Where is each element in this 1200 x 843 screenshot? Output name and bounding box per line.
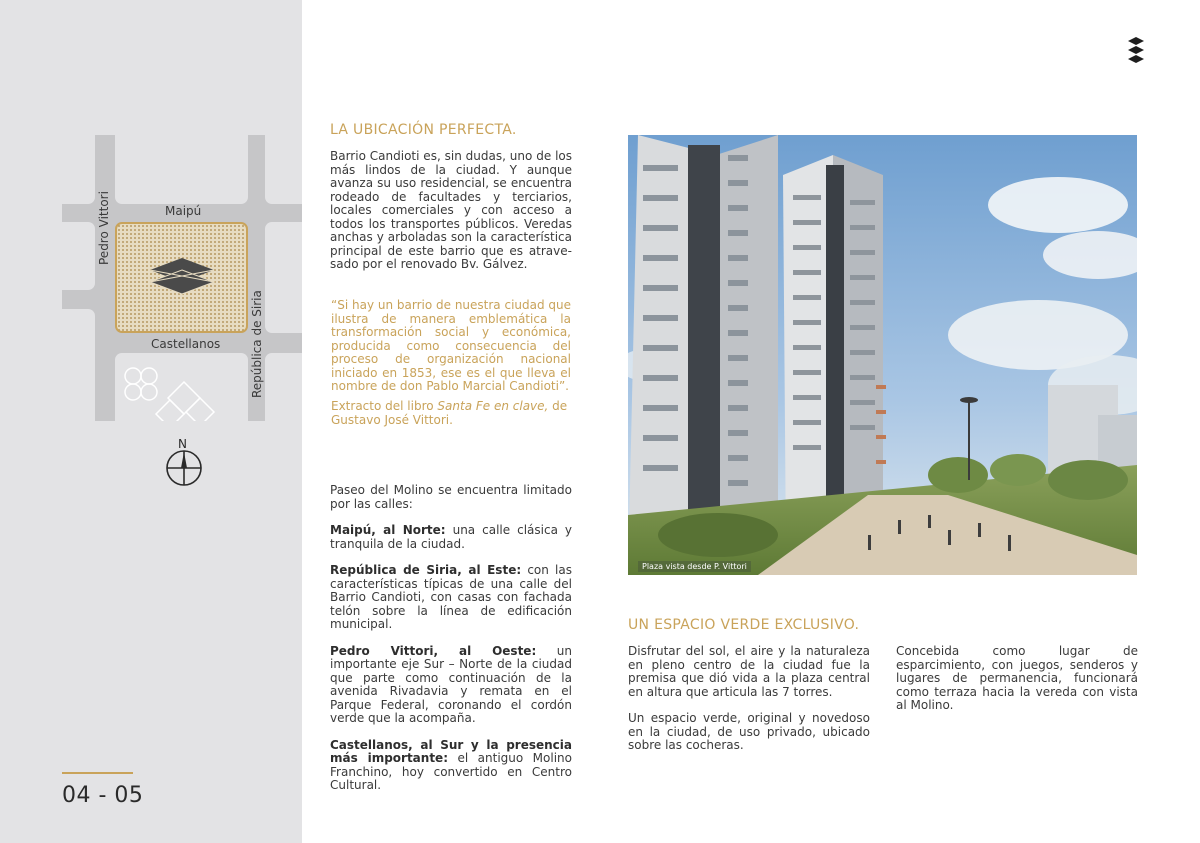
green-space-paragraph-3: Concebida como lugar de esparcimiento, con juegos, senderos y lugares de permanencia, funcionará como terraza hacia la vereda con vista al Molino.: [896, 644, 1138, 712]
map-block: [62, 135, 95, 204]
street-label-north: Maipú: [165, 204, 202, 218]
map-block: [115, 135, 248, 204]
molino-building-icon: [124, 365, 224, 421]
street-item-north-title: Maipú, al Norte:: [330, 523, 446, 537]
compass: [164, 437, 204, 489]
street-item-east-title: República de Siria, al Este:: [330, 563, 522, 577]
street-item-west-text: un importante eje Sur – Norte de la ciudad que parte como continuación de la avenida Rivadavia y remata en el Parque Federal, coronando el cordón verde que la acompaña.: [330, 643, 572, 725]
street-item-south-text: el antiguo Molino Franchino, hoy convertido en Centro Cultural.: [330, 751, 572, 792]
street-item-south-title: Castellanos, al Sur y la presencia más importante:: [330, 737, 572, 765]
streets-intro: Paseo del Molino se encuentra limitado por las calles:: [330, 483, 572, 511]
plaza-rendering-photo: [628, 135, 1137, 575]
location-intro: Barrio Candioti es, sin dudas, uno de los más lindos de la ciudad. Y aunque avanza su uso residencial, se encuentra rodeado de facultades y terciarios, locales comerciales y con acceso a todos los transportes públicos. Veredas anchas y arboladas son la característica principal de este barrio que es atravesado por el renovado Bv. Gálvez.: [330, 149, 572, 271]
street-item-east: [330, 564, 572, 632]
map-block: [265, 222, 302, 333]
quote-source-book: Santa Fe en clave,: [437, 399, 549, 413]
building-rendering-image: [628, 135, 1137, 575]
project-logo-icon: [148, 256, 216, 298]
map-block: [265, 353, 302, 421]
street-item-east-text: con las características típicas de una calle del Barrio Candioti, con casas con fachada telón sobre la línea de edificación municipal.: [330, 563, 572, 631]
quote-source-prefix: Extracto del libro: [331, 399, 438, 413]
compass-north-label: N: [178, 437, 187, 451]
street-label-east: República de Siria: [250, 290, 264, 398]
streets-section: [330, 484, 572, 793]
green-space-column-1: [628, 645, 870, 753]
street-item-north: [330, 524, 572, 551]
photo-caption: Plaza vista desde P. Vittori: [638, 561, 751, 572]
quote-source: [331, 400, 571, 427]
green-space-title: UN ESPACIO VERDE EXCLUSIVO.: [628, 617, 860, 633]
green-space-paragraph-1: Disfrutar del sol, el aire y la naturaleza en pleno centro de la ciudad fue la premisa que dió vida a la plaza central en altura que articula las 7 torres.: [628, 644, 870, 699]
map-block: [62, 222, 95, 290]
street-item-west: [330, 645, 572, 726]
page-number: 04 - 05: [62, 783, 144, 808]
quote-source-suffix: de Gustavo José Vittori.: [331, 399, 568, 427]
location-map: [62, 135, 302, 421]
compass-icon: [165, 449, 203, 487]
map-block: [265, 135, 302, 204]
street-item-west-title: Pedro Vittori, al Oeste:: [330, 643, 537, 658]
street-item-north-text: una calle clásica y tranquila de la ciudad.: [330, 523, 572, 551]
street-label-south: Castellanos: [151, 337, 221, 351]
location-title: LA UBICACIÓN PERFECTA.: [330, 122, 517, 138]
street-label-west: Pedro Vittori: [97, 191, 111, 265]
page-number-rule: [62, 772, 133, 774]
left-panel: [0, 0, 302, 843]
street-item-south: [330, 739, 572, 793]
green-space-paragraph-2: Un espacio verde, original y novedoso en la ciudad, de uso privado, ubicado sobre las cocheras.: [628, 711, 870, 752]
green-space-column-2: [896, 645, 1138, 713]
location-quote: “Si hay un barrio de nuestra ciudad que ilustra de manera emblemática la transformación social y económica, producida como consecuencia del proceso de organización nacional iniciado en 1853, ese es el que lleva el nombre de don Pablo Marcial Candioti”.: [331, 298, 572, 393]
brand-logo-icon: [1126, 36, 1146, 64]
map-block: [62, 309, 95, 421]
